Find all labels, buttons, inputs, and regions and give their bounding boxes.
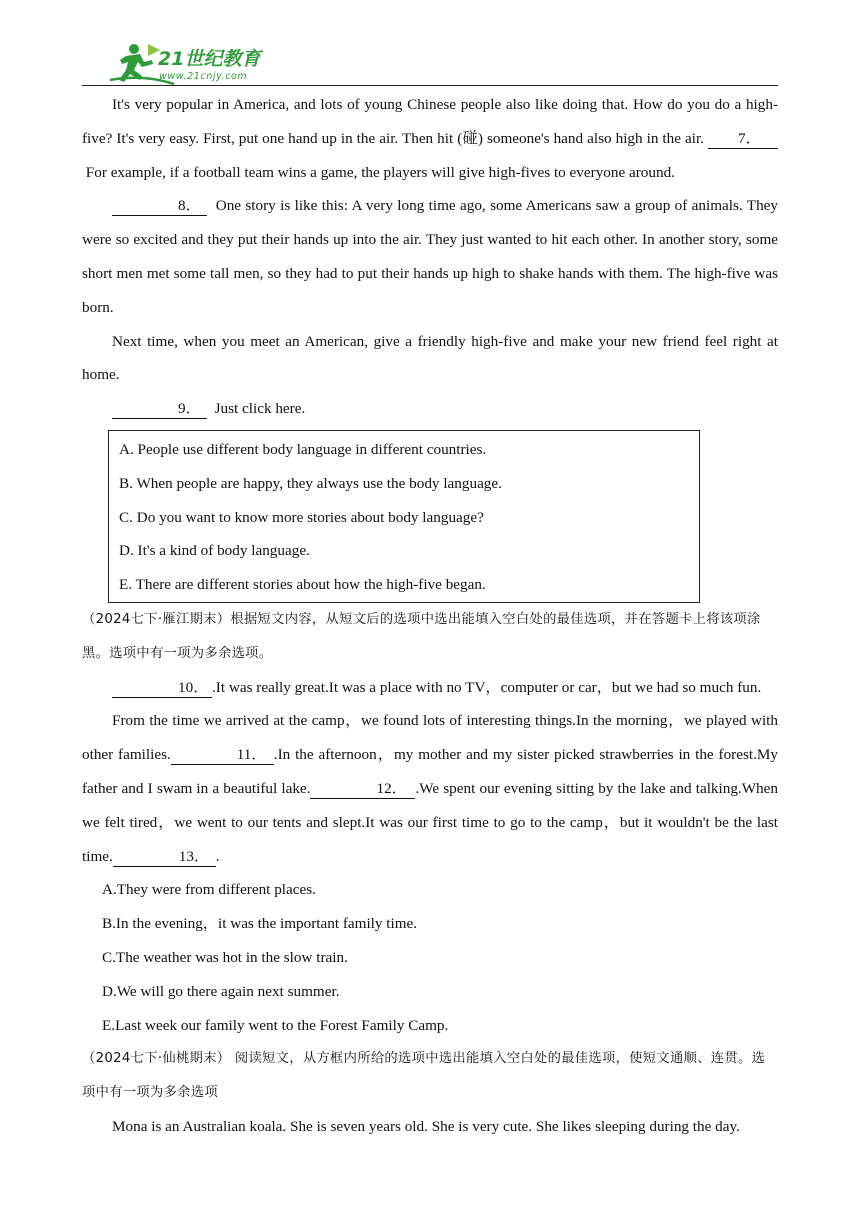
options-box bbox=[108, 430, 700, 603]
answer-blank-11[interactable]: 11． bbox=[171, 746, 274, 765]
header-rule bbox=[82, 85, 778, 86]
answer-blank-8[interactable]: 8． bbox=[112, 197, 207, 216]
option-e: E. There are different stories about how the high-five began. bbox=[119, 576, 486, 594]
passage1-para3: Next time, when you meet an American, give a friendly high-five and make your new friend feel right at home. bbox=[82, 332, 778, 384]
section2-option-b: B.In the evening，it was the important family time. bbox=[102, 915, 418, 933]
section2-option-d: D.We will go there again next summer. bbox=[102, 982, 340, 1000]
section3-instruction: （2024七下·仙桃期末） 阅读短文，从方框内所给的选项中选出能填入空白处的最佳选项，使短文通顺、连贯。选项中有一项为多余选项 bbox=[82, 1051, 766, 1101]
answer-blank-12[interactable]: 12． bbox=[310, 780, 415, 799]
option-c: C. Do you want to know more stories about body language? bbox=[119, 508, 484, 526]
section2-instruction: （2024七下·雁江期末）根据短文内容，从短文后的选项中选出能填入空白处的最佳选项，并在答题卡上将该项涂黑。选项中有一项为多余选项。 bbox=[82, 611, 761, 661]
section2-option-e: E.Last week our family went to the Forest Family Camp. bbox=[102, 1016, 449, 1034]
passage1-para4: 9． Just click here. bbox=[82, 392, 778, 426]
section2-option-a: A.They were from different places. bbox=[102, 881, 316, 899]
section2-para1: 10． .It was really great.It was a place with no TV，computer or car，but we had so much fun. bbox=[82, 671, 778, 705]
section2-para2: From the time we arrived at the camp，we found lots of interesting things.In the morning，we played with other families. 11． .In the afternoon，my mother and my sister picked strawberries in the forest.My father and I swam in a beautiful lake. 12． .We spent our evening sitting by the lake and talking.When we felt tired，we went to our tents and slept.It was our first time to go to the camp，but it wouldn't be the last time. 13． . bbox=[82, 712, 778, 865]
option-b: B. When people are happy, they always use the body language. bbox=[119, 474, 502, 492]
option-a: A. People use different body language in different countries. bbox=[119, 440, 487, 458]
option-d: D. It's a kind of body language. bbox=[119, 542, 310, 560]
page-content bbox=[82, 88, 778, 1144]
runner-icon bbox=[119, 44, 160, 82]
section2-option-c: C.The weather was hot in the slow train. bbox=[102, 948, 348, 966]
answer-blank-10[interactable]: 10． bbox=[112, 679, 212, 698]
site-logo bbox=[104, 40, 274, 86]
answer-blank-9[interactable]: 9． bbox=[112, 400, 207, 419]
answer-blank-13[interactable]: 13． bbox=[113, 848, 216, 867]
logo-text: 21世纪教育 bbox=[158, 48, 261, 70]
answer-blank-7[interactable]: 7． bbox=[708, 130, 778, 149]
section3-para1: Mona is an Australian koala. She is seven years old. She is very cute. She likes sleeping during the day. bbox=[112, 1117, 740, 1135]
passage1-para1: It's very popular in America, and lots of young Chinese people also like doing that. How do you do a high-five? It's very easy. First, put one hand up in the air. Then hit (碰) someone's hand also high in the air. 7． For example, if a football team wins a game, the players will give high-fives to everyone around. bbox=[82, 96, 779, 181]
logo-url: www.21cnjy.com bbox=[159, 71, 248, 82]
passage1-para2: 8． One story is like this: A very long time ago, some Americans saw a group of animals. They were so excited and they put their hands up into the air. They just wanted to hit each other. In another story, some short men met some tall men, so they had to put their hands up high to shake hands with them. The high-five was born. bbox=[82, 197, 779, 316]
